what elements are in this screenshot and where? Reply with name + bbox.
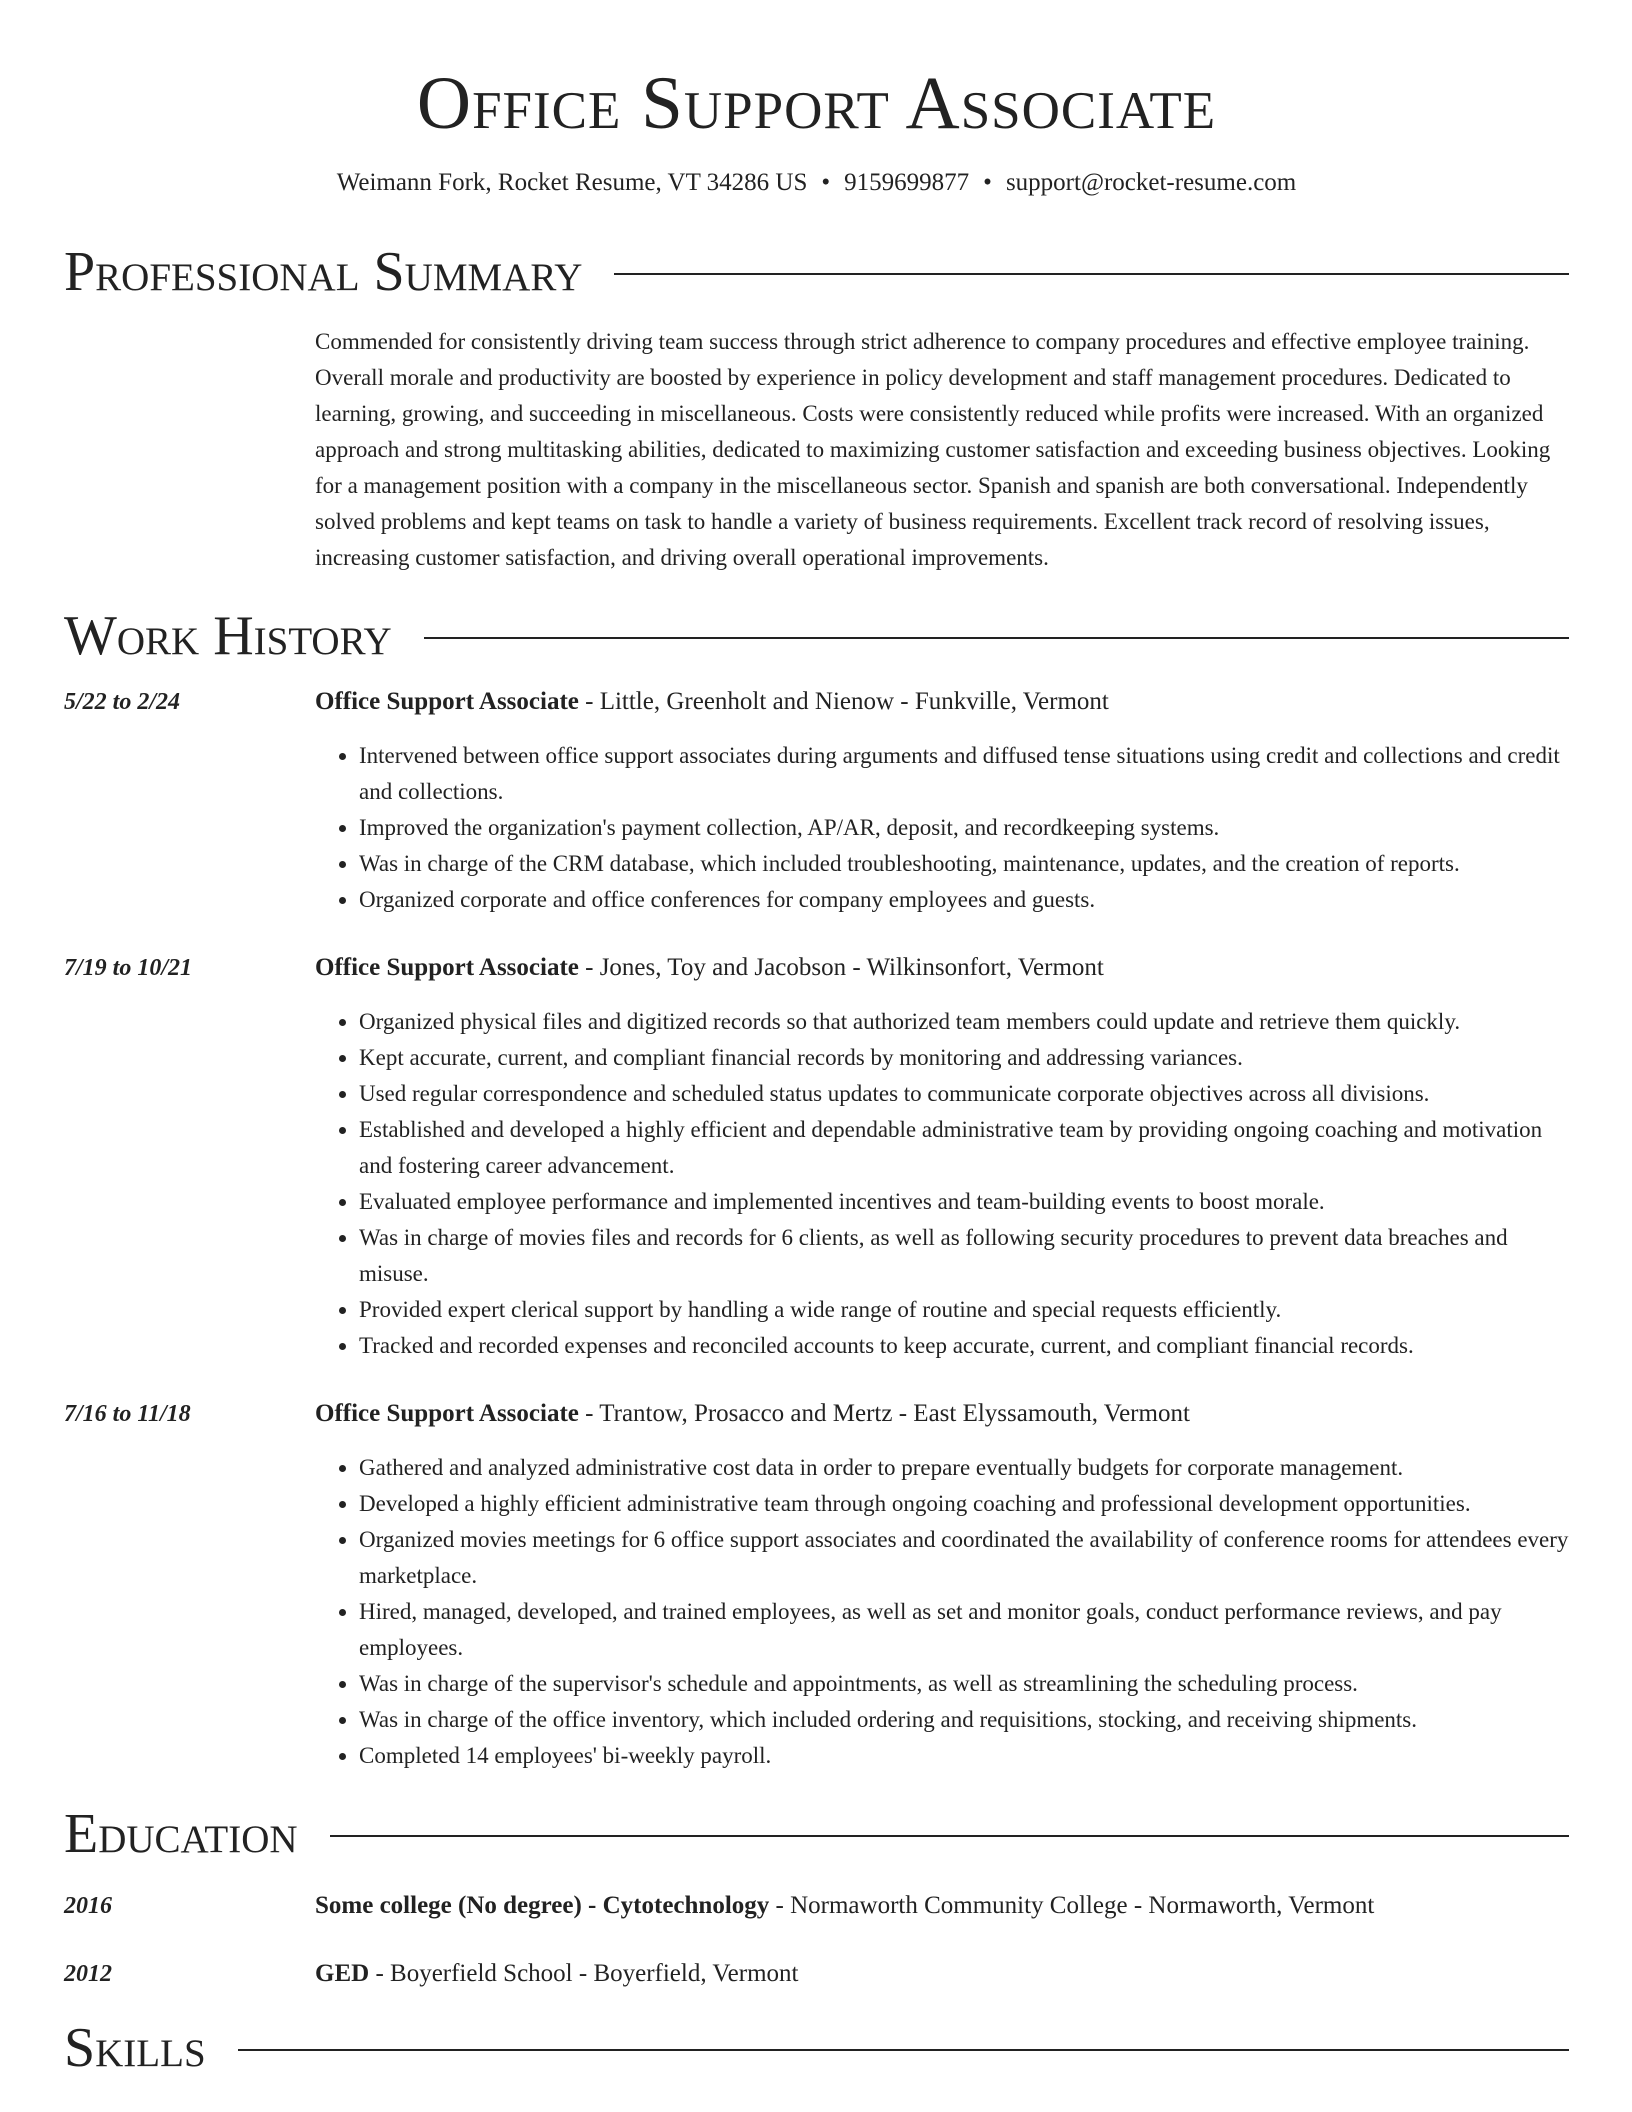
job-bullet: • Was in charge of movies files and records for 6 clients, as well as following security procedures to prevent data breaches and misuse. [359, 1220, 1569, 1292]
section-divider [614, 273, 1569, 275]
education-degree: Some college (No degree) - Cytotechnology [315, 1892, 770, 1919]
job-bullet: • Completed 14 employees' bi-weekly payroll. [359, 1738, 1569, 1774]
education-entry [64, 1888, 1569, 1924]
work-history-list [64, 684, 1569, 1774]
education-year: 2012 [64, 1961, 112, 1987]
job-bullet: • Kept accurate, current, and compliant financial records by monitoring and addressing variances. [359, 1040, 1569, 1076]
resume-page [64, 0, 1569, 2078]
resume-name: Office Support Associate [416, 62, 1217, 145]
job-dates: 7/19 to 10/21 [64, 955, 193, 981]
contact-address: Weimann Fork, Rocket Resume, VT 34286 US [336, 169, 808, 196]
job-title: Office Support Associate [315, 954, 579, 981]
job-title-line [315, 950, 1569, 986]
summary-heading: Professional Summary [64, 241, 583, 303]
education-school: - Boyerfield School - Boyerfield, Vermont [369, 1960, 799, 1987]
job-bullet: • Used regular correspondence and scheduled status updates to communicate corporate objectives across all divisions. [359, 1076, 1569, 1112]
job-title-line [315, 1396, 1569, 1432]
job-bullets [315, 1004, 1569, 1364]
job-bullet: • Tracked and recorded expenses and reconciled accounts to keep accurate, current, and compliant financial records. [359, 1328, 1569, 1364]
job-dates: 5/22 to 2/24 [64, 689, 181, 715]
job-bullets [315, 738, 1569, 918]
education-school: - Normaworth Community College - Normaworth, Vermont [769, 1892, 1375, 1919]
work-heading: Work History [64, 605, 392, 667]
job-entry [64, 1396, 1569, 1774]
skills-section-header [64, 2018, 1569, 2078]
section-divider [330, 1835, 1569, 1837]
education-detail [315, 1888, 1569, 1924]
job-bullet: • Organized physical files and digitized records so that authorized team members could update and retrieve them quickly. [359, 1004, 1569, 1040]
job-bullets [315, 1450, 1569, 1774]
education-detail [315, 1956, 1569, 1992]
job-bullet: • Gathered and analyzed administrative cost data in order to prepare eventually budgets for corporate management. [359, 1450, 1569, 1486]
job-title: Office Support Associate [315, 1400, 579, 1427]
job-company: - Trantow, Prosacco and Mertz - East Elyssamouth, Vermont [578, 1400, 1190, 1427]
job-bullet: • Provided expert clerical support by handling a wide range of routine and special requests efficiently. [359, 1292, 1569, 1328]
education-heading: Education [64, 1803, 298, 1865]
job-bullet: • Established and developed a highly efficient and dependable administrative team by providing ongoing coaching and motivation and fostering career advancement. [359, 1112, 1569, 1184]
summary-section-header [64, 242, 1569, 302]
job-bullet: • Intervened between office support associates during arguments and diffused tense situations using credit and collections and credit and collections. [359, 738, 1569, 810]
contact-separator: • [821, 169, 831, 196]
job-bullet: • Was in charge of the supervisor's schedule and appointments, as well as streamlining the scheduling process. [359, 1666, 1569, 1702]
job-bullet: • Organized corporate and office conferences for company employees and guests. [359, 882, 1569, 918]
education-degree: GED [315, 1960, 370, 1987]
section-divider [424, 637, 1569, 639]
contact-email[interactable]: support@rocket-resume.com [1005, 169, 1297, 196]
job-body [315, 950, 1569, 1364]
contact-phone: 9159699877 [844, 169, 970, 196]
work-section-header [64, 606, 1569, 666]
section-divider [238, 2049, 1569, 2051]
job-company: - Little, Greenholt and Nienow - Funkville, Vermont [578, 688, 1109, 715]
education-list [64, 1888, 1569, 1992]
job-bullet: • Organized movies meetings for 6 office support associates and coordinated the availability of conference rooms for attendees every marketplace. [359, 1522, 1569, 1594]
job-bullet: • Was in charge of the CRM database, which included troubleshooting, maintenance, updates, and the creation of reports. [359, 846, 1569, 882]
summary-text: Commended for consistently driving team success through strict adherence to company procedures and effective employee training. Overall morale and productivity are boosted by experience in policy development and staff management procedures. Dedicated to learning, growing, and succeeding in miscellaneous. Costs were consistently reduced while profits were increased. With an organized approach and strong multitasking abilities, dedicated to maximizing customer satisfaction and exceeding business objectives. Looking for a management position with a company in the miscellaneous sector. Spanish and spanish are both conversational. Independently solved problems and kept teams on task to handle a variety of business requirements. Excellent track record of resolving issues, increasing customer satisfaction, and driving overall operational improvements. [315, 329, 1551, 570]
job-bullet: • Evaluated employee performance and implemented incentives and team-building events to boost morale. [359, 1184, 1569, 1220]
job-bullet: • Improved the organization's payment collection, AP/AR, deposit, and recordkeeping systems. [359, 810, 1569, 846]
job-bullet: • Developed a highly efficient administrative team through ongoing coaching and professional development opportunities. [359, 1486, 1569, 1522]
job-entry [64, 684, 1569, 918]
job-title: Office Support Associate [315, 688, 579, 715]
education-year: 2016 [64, 1893, 112, 1919]
job-dates: 7/16 to 11/18 [64, 1401, 191, 1427]
skills-heading: Skills [64, 2017, 206, 2079]
job-title-line [315, 684, 1569, 720]
education-section-header [64, 1804, 1569, 1864]
job-company: - Jones, Toy and Jacobson - Wilkinsonfort, Vermont [578, 954, 1104, 981]
education-entry [64, 1956, 1569, 1992]
contact-line [64, 168, 1569, 198]
job-bullet: • Hired, managed, developed, and trained employees, as well as set and monitor goals, conduct performance reviews, and pay employees. [359, 1594, 1569, 1666]
contact-separator: • [983, 169, 992, 196]
job-entry [64, 950, 1569, 1364]
job-bullet: • Was in charge of the office inventory, which included ordering and requisitions, stocking, and receiving shipments. [359, 1702, 1569, 1738]
job-body [315, 684, 1569, 918]
job-body [315, 1396, 1569, 1774]
